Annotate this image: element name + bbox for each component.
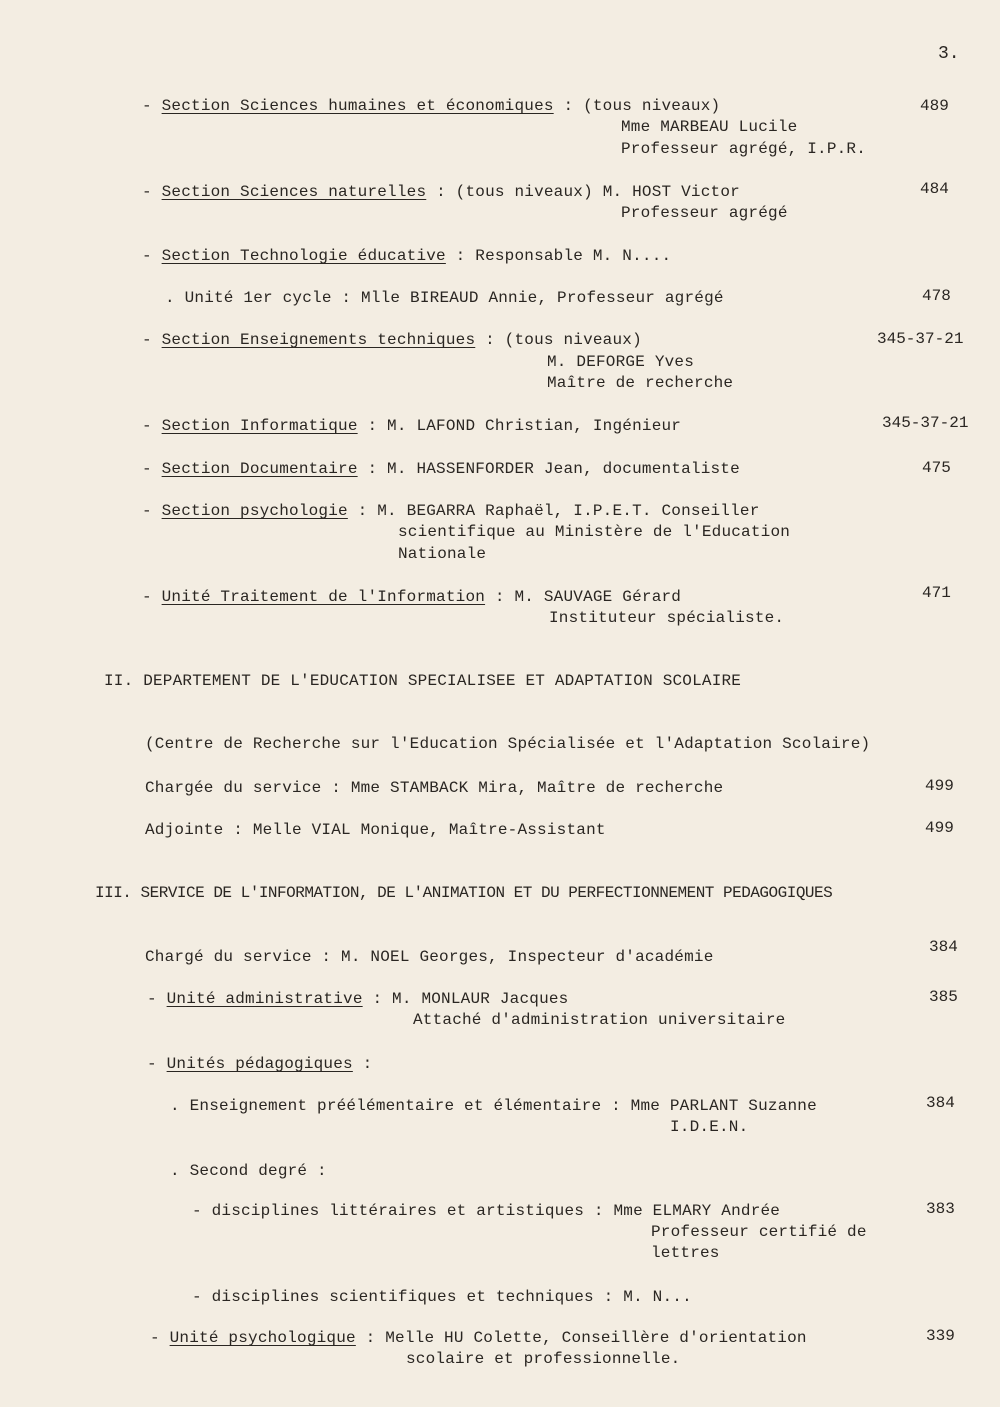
section-documentaire: - Section Documentaire : M. HASSENFORDER Jean, documentaliste: [142, 460, 740, 478]
phone-extension: 339: [926, 1327, 955, 1345]
enseignement-preelementaire: . Enseignement préélémentaire et élémentaire : Mme PARLANT Suzanne: [170, 1097, 817, 1115]
department-ii-deputy: Adjointe : Melle VIAL Monique, Maître-Assistant: [145, 821, 606, 839]
person-title: scolaire et professionnelle.: [406, 1350, 681, 1368]
department-ii-chief: Chargée du service : Mme STAMBACK Mira, Maître de recherche: [145, 779, 724, 797]
phone-extension: 499: [925, 819, 954, 837]
person-title: Professeur certifié de: [651, 1223, 867, 1241]
section-label: Section Sciences humaines et économiques: [161, 97, 554, 115]
phone-extension: 345-37-21: [877, 330, 964, 348]
phone-extension: 384: [926, 1094, 955, 1112]
section-label: Unité psychologique: [169, 1329, 356, 1347]
department-ii-heading: II. DEPARTEMENT DE L'EDUCATION SPECIALISEE ET ADAPTATION SCOLAIRE: [104, 672, 742, 690]
person-name: Mme MARBEAU Lucile: [621, 118, 798, 136]
section-label: Unités pédagogiques: [166, 1055, 353, 1073]
phone-extension: 471: [922, 584, 951, 602]
person-title: scientifique au Ministère de l'Education: [398, 523, 791, 541]
section-label: Section Technologie éducative: [161, 247, 446, 265]
section-label: Section psychologie: [161, 502, 348, 520]
person-title: Nationale: [398, 545, 487, 563]
section-sciences-humaines: - Section Sciences humaines et économiques : (tous niveaux): [142, 97, 721, 115]
section-label: Section Enseignements techniques: [161, 331, 476, 349]
disciplines-litteraires: - disciplines littéraires et artistiques : Mme ELMARY Andrée: [192, 1202, 781, 1220]
phone-extension: 499: [925, 777, 954, 795]
section-label: Section Documentaire: [161, 460, 358, 478]
person-name: M. DEFORGE Yves: [547, 353, 695, 371]
section-label: Section Sciences naturelles: [161, 183, 427, 201]
person-title: Maître de recherche: [547, 374, 734, 392]
section-label: Unité administrative: [166, 990, 363, 1008]
department-ii-subtitle: (Centre de Recherche sur l'Education Spécialisée et l'Adaptation Scolaire): [145, 735, 871, 753]
person-title: Instituteur spécialiste.: [549, 609, 785, 627]
phone-extension: 484: [920, 180, 949, 198]
person-title: Professeur agrégé: [621, 204, 788, 222]
phone-extension: 345-37-21: [882, 414, 969, 432]
section-psychologie: - Section psychologie : M. BEGARRA Raphaël, I.P.E.T. Conseiller: [142, 502, 760, 520]
phone-extension: 478: [922, 287, 951, 305]
person-title: Professeur agrégé, I.P.R.: [621, 140, 867, 158]
second-degre: . Second degré :: [170, 1162, 327, 1180]
department-iii-heading: III. SERVICE DE L'INFORMATION, DE L'ANIMATION ET DU PERFECTIONNEMENT PEDAGOGIQUES: [95, 884, 833, 902]
department-iii-chief: Chargé du service : M. NOEL Georges, Inspecteur d'académie: [145, 948, 714, 966]
person-title: I.D.E.N.: [670, 1118, 749, 1136]
unite-administrative: - Unité administrative : M. MONLAUR Jacques: [147, 990, 569, 1008]
phone-extension: 489: [920, 97, 949, 115]
unite-traitement-information: - Unité Traitement de l'Information : M. SAUVAGE Gérard: [142, 588, 682, 606]
section-sciences-naturelles: - Section Sciences naturelles : (tous niveaux) M. HOST Victor: [142, 183, 740, 201]
unites-pedagogiques: - Unités pédagogiques :: [147, 1055, 373, 1073]
section-technologie-educative: - Section Technologie éducative : Responsable M. N....: [142, 247, 672, 265]
section-enseignements-techniques: - Section Enseignements techniques : (tous niveaux): [142, 331, 642, 349]
disciplines-scientifiques: - disciplines scientifiques et techniques : M. N...: [192, 1288, 692, 1306]
unite-1er-cycle: . Unité 1er cycle : Mlle BIREAUD Annie, Professeur agrégé: [165, 289, 724, 307]
phone-extension: 385: [929, 988, 958, 1006]
person-title: lettres: [651, 1244, 720, 1262]
page-number: 3.: [938, 44, 960, 64]
phone-extension: 384: [929, 938, 958, 956]
section-informatique: - Section Informatique : M. LAFOND Christian, Ingénieur: [142, 417, 682, 435]
phone-extension: 475: [922, 459, 951, 477]
unite-psychologique: - Unité psychologique : Melle HU Colette, Conseillère d'orientation: [150, 1329, 807, 1347]
person-title: Attaché d'administration universitaire: [413, 1011, 786, 1029]
section-label: Unité Traitement de l'Information: [161, 588, 486, 606]
section-label: Section Informatique: [161, 417, 358, 435]
phone-extension: 383: [926, 1200, 955, 1218]
